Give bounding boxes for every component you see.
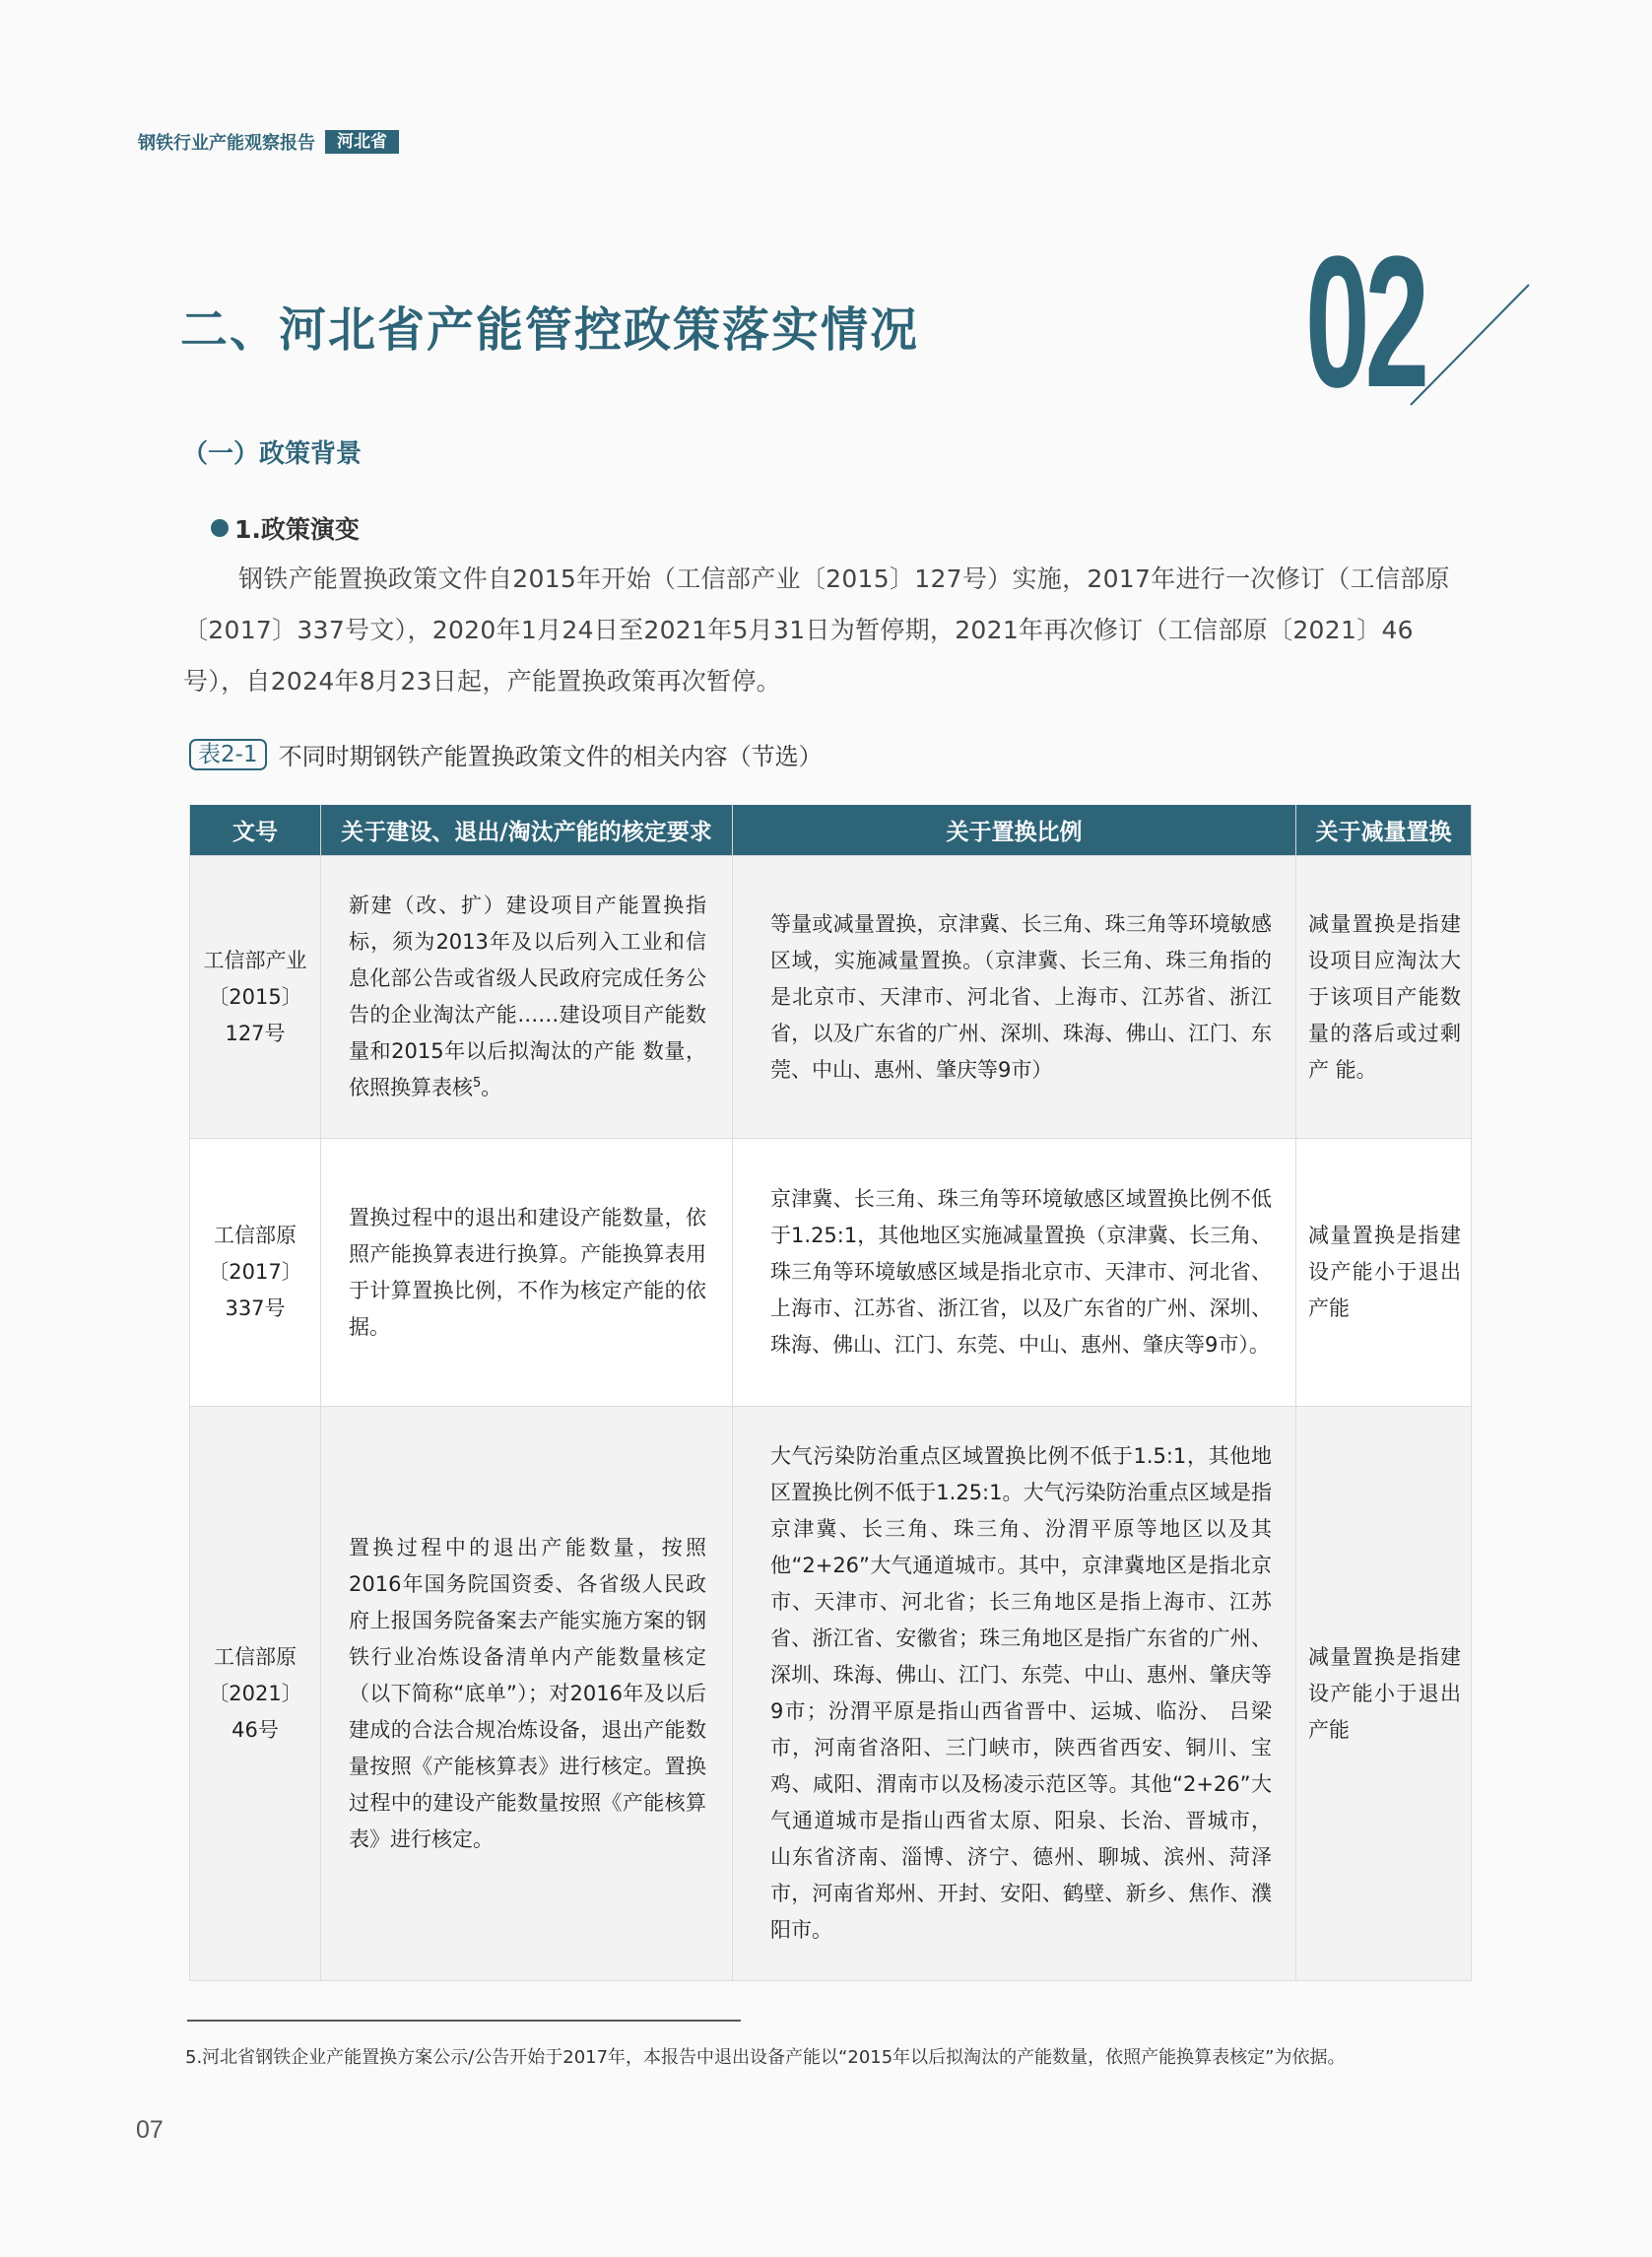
bullet-dot-icon — [211, 519, 229, 537]
region-tag: 河北省 — [325, 130, 399, 154]
ratio-cell: 大气污染防治重点区域置换比例不低于1.5:1，其他地区置换比例不低于1.25:1。大气污染防治重点区域是指京津冀、长三角、珠三角、汾渭平原等地区以及其他“2+26”大气通道城市。其中，京津冀地区是指北京市、天津市、河北省；长三角地区是指上海市、江苏省、浙江省、安徽省；珠三角地区是指广东省的广州、深圳、珠海、佛山、江门、东莞、中山、惠州、肇庆等9市；汾渭平原是指山西省晋中、运城、临汾、 吕梁市，河南省洛阳、三门峡市，陕西省西安、铜川、宝鸡、咸阳、渭南市以及杨凌示范区等。其他“2+26”大气通道城市是指山西省太原、阳泉、长治、晋城市， 山东省济南、淄博、济宁、德州、聊城、滨州、菏泽 市，河南省郑州、开封、安阳、鹤壁、新乡、焦作、濮阳市。 — [733, 1407, 1296, 1981]
policy-table — [189, 805, 1472, 1981]
footnote-divider — [187, 2020, 741, 2022]
requirement-cell: 新建（改、扩）建设项目产能置换指标，须为2013年及以后列入工业和信息化部公告或省级人民政府完成任务公告的企业淘汰产能……建设项目产能数量和2015年以后拟淘汰的产能 数量，依照换算表核$^5$。 — [321, 856, 733, 1139]
table-row — [190, 856, 1472, 1139]
table-row — [190, 1139, 1472, 1407]
sub-heading-text: 1.政策演变 — [234, 515, 360, 544]
reduction-cell: 减量置换是指建设项目应淘汰大于该项目产能数量的落后或过剩产 能。 — [1296, 856, 1472, 1139]
table-caption-text: 不同时期钢铁产能置换政策文件的相关内容（节选） — [278, 743, 823, 770]
chapter-number: 02 — [1305, 218, 1425, 427]
header-reduction: 关于减量置换 — [1296, 805, 1472, 856]
footnote-ref[interactable]: 5 — [473, 1076, 482, 1091]
doc-number-cell: 工信部原 〔2021〕 46号 — [190, 1407, 321, 1981]
sub-heading — [211, 510, 360, 546]
doc-number-cell: 工信部产业 〔2015〕 127号 — [190, 856, 321, 1139]
decorative-slash-icon — [1399, 281, 1537, 409]
table-label: 表2-1 — [189, 739, 267, 770]
footnote-5: 5.河北省钢铁企业产能置换方案公示/公告开始于2017年，本报告中退出设备产能以“2015年以后拟淘汰的产能数量，依照产能换算表核定”为依据。 — [185, 2047, 1346, 2068]
table-row — [190, 1407, 1472, 1981]
section-heading: （一）政策背景 — [182, 439, 363, 469]
ratio-cell: 京津冀、长三角、珠三角等环境敏感区域置换比例不低于1.25:1，其他地区实施减量置换（京津冀、长三角、珠三角等环境敏感区域是指北京市、天津市、河北省、上海市、江苏省、浙江省，以及广东省的广州、深圳、珠海、佛山、江门、东莞、中山、惠州、肇庆等9市）。 — [733, 1139, 1296, 1407]
reduction-cell: 减量置换是指建设产能小于退出产能 — [1296, 1139, 1472, 1407]
header-ratio: 关于置换比例 — [733, 805, 1296, 856]
page-number: 07 — [136, 2116, 164, 2144]
report-title: 钢铁行业产能观察报告 — [138, 133, 315, 154]
reduction-cell: 减量置换是指建设产能小于退出产能 — [1296, 1407, 1472, 1981]
ratio-cell: 等量或减量置换，京津冀、长三角、珠三角等环境敏感区域，实施减量置换。（京津冀、长三角、珠三角指的是北京市、天津市、河北省、上海市、江苏省、浙江省，以及广东省的广州、深圳、珠海、佛山、江门、东莞、中山、惠州、肇庆等9市） — [733, 856, 1296, 1139]
requirement-cell: 置换过程中的退出和建设产能数量，依照产能换算表进行换算。产能换算表用于计算置换比例，不作为核定产能的依据。 — [321, 1139, 733, 1407]
table-header-row — [190, 805, 1472, 856]
running-header — [138, 129, 399, 155]
chapter-title: 二、河北省产能管控政策落实情况 — [180, 302, 920, 358]
requirement-cell: 置换过程中的退出产能数量，按照2016年国务院国资委、各省级人民政府上报国务院备案去产能实施方案的钢铁行业冶炼设备清单内产能数量核定（以下简称“底单”）；对2016年及以后建成的合法合规冶炼设备，退出产能数量按照《产能核算表》进行核定。置换过程中的建设产能数量按照《产能核算表》进行核定。 — [321, 1407, 733, 1981]
policy-evolution-paragraph: 钢铁产能置换政策文件自2015年开始（工信部产业〔2015〕127号）实施，2017年进行一次修订（工信部原〔2017〕337号文），2020年1月24日至2021年5月31日为暂停期，2021年再次修订（工信部原〔2021〕46号），自2024年8月23日起，产能置换政策再次暂停。 — [183, 564, 1450, 696]
header-doc-number: 文号 — [190, 805, 321, 856]
doc-number-cell: 工信部原 〔2017〕 337号 — [190, 1139, 321, 1407]
table-caption — [189, 737, 823, 771]
header-requirement: 关于建设、退出/淘汰产能的核定要求 — [321, 805, 733, 856]
